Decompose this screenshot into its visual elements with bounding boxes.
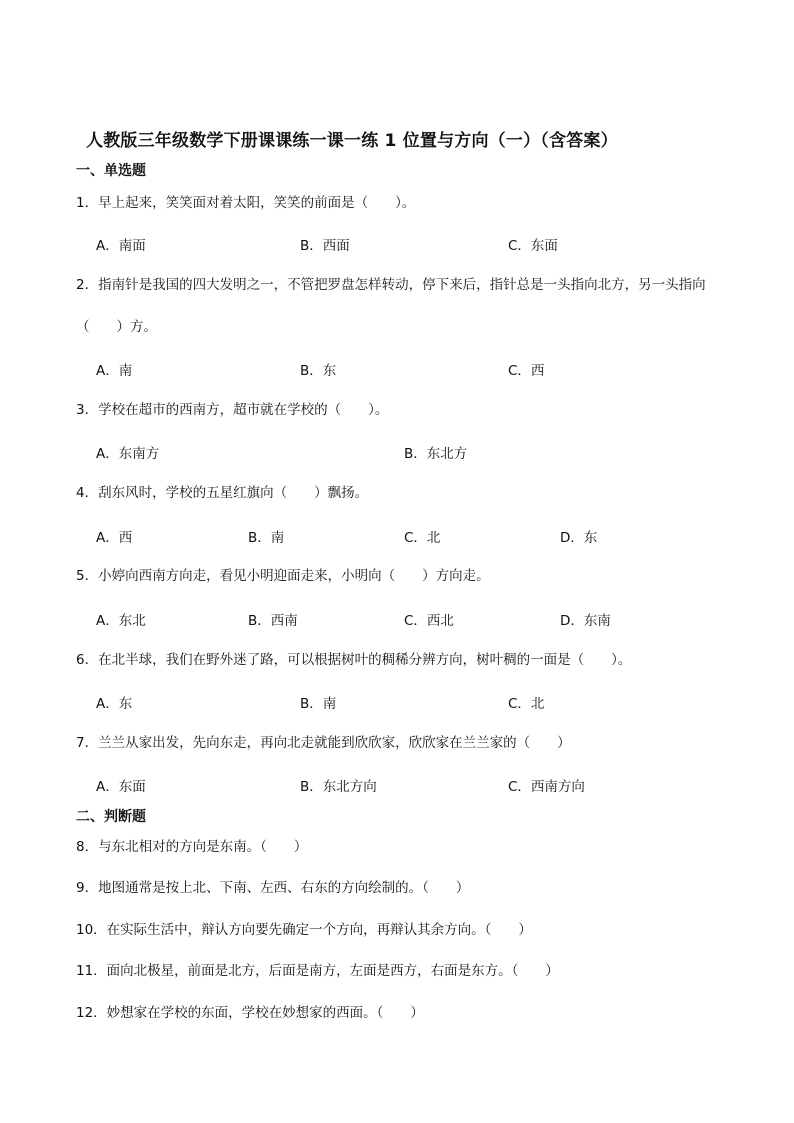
judgment-11: 11．面向北极星，前面是北方，后面是南方，左面是西方，右面是东方。（ ） xyxy=(76,963,559,979)
question-4-option-d: D．东 xyxy=(560,530,598,546)
question-1-option-c: C．东面 xyxy=(508,238,558,254)
section-heading-single-choice: 一、单选题 xyxy=(76,163,146,179)
question-5-option-c: C．西北 xyxy=(404,613,454,629)
question-7-option-b: B．东北方向 xyxy=(300,779,377,795)
question-5-option-b: B．西南 xyxy=(248,613,298,629)
question-3-option-b: B．东北方 xyxy=(404,446,468,462)
question-5-option-a: A．东北 xyxy=(96,613,146,629)
question-5: 5．小婷向西南方向走，看见小明迎面走来，小明向（ ）方向走。 xyxy=(76,568,490,584)
question-4-option-a: A．西 xyxy=(96,530,133,546)
judgment-8: 8．与东北相对的方向是东南。（ ） xyxy=(76,839,308,855)
question-4-option-b: B．南 xyxy=(248,530,285,546)
section-heading-true-false: 二、判断题 xyxy=(76,809,146,825)
question-4: 4．刮东风时，学校的五星红旗向（ ）飘扬。 xyxy=(76,485,369,501)
question-1: 1．早上起来，笑笑面对着太阳，笑笑的前面是（ ）。 xyxy=(76,195,416,211)
question-7-option-c: C．西南方向 xyxy=(508,779,585,795)
judgment-12: 12．妙想家在学校的东面，学校在妙想家的西面。（ ） xyxy=(76,1005,424,1021)
question-2-option-b: B．东 xyxy=(300,363,337,379)
question-7: 7．兰兰从家出发，先向东走，再向北走就能到欣欣家，欣欣家在兰兰家的（ ） xyxy=(76,735,571,751)
question-1-option-a: A．南面 xyxy=(96,238,146,254)
question-2-option-a: A．南 xyxy=(96,363,133,379)
question-6: 6．在北半球，我们在野外迷了路，可以根据树叶的稠稀分辨方向，树叶稠的一面是（ ）。 xyxy=(76,652,632,668)
question-3-option-a: A．东南方 xyxy=(96,446,160,462)
question-4-option-c: C．北 xyxy=(404,530,441,546)
question-5-option-d: D．东南 xyxy=(560,613,611,629)
question-6-option-a: A．东 xyxy=(96,696,133,712)
question-1-option-b: B．西面 xyxy=(300,238,350,254)
question-6-option-b: B．南 xyxy=(300,696,337,712)
page-title: 人教版三年级数学下册课课练一课一练 1 位置与方向（一）（含答案） xyxy=(86,131,618,151)
question-6-option-c: C．北 xyxy=(508,696,545,712)
question-3: 3．学校在超市的西南方，超市就在学校的（ ）。 xyxy=(76,402,389,418)
question-2: 2．指南针是我国的四大发明之一，不管把罗盘怎样转动，停下来后，指针总是一头指向北方，另一头指向（ ）方。 xyxy=(76,277,706,335)
question-2-option-c: C．西 xyxy=(508,363,545,379)
question-7-option-a: A．东面 xyxy=(96,779,146,795)
judgment-10: 10．在实际生活中，辩认方向要先确定一个方向，再辩认其余方向。（ ） xyxy=(76,922,532,938)
judgment-9: 9．地图通常是按上北、下南、左西、右东的方向绘制的。（ ） xyxy=(76,880,470,896)
